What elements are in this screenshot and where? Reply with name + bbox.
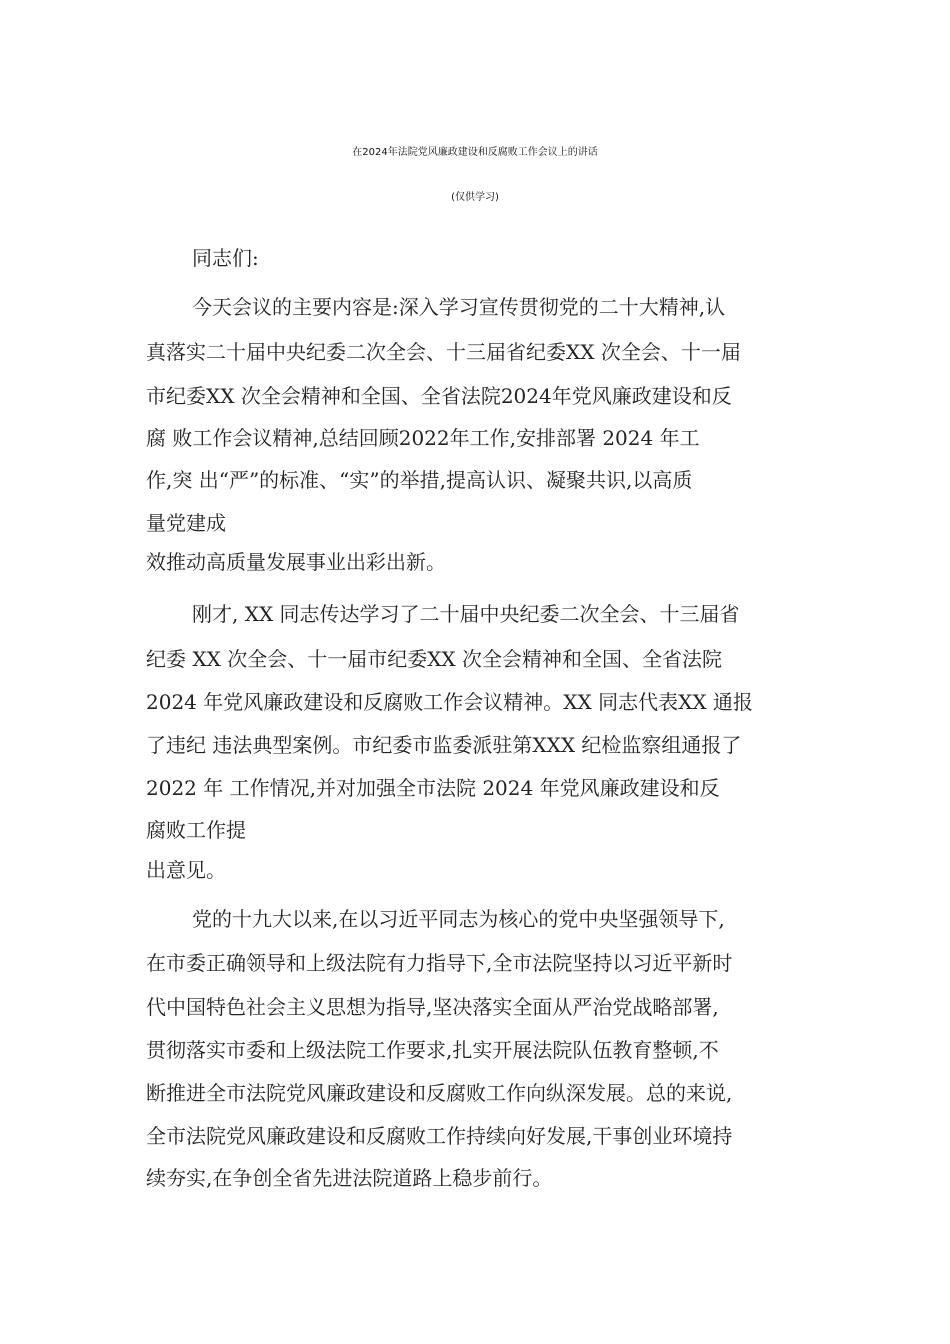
paragraph-3-line-6: 全市法院党风廉政建设和反腐败工作持续向好发展,干事创业环境持 [146,1124,733,1148]
salutation: 同志们: [192,246,259,270]
paragraph-1-line-2: 真落实二十届中央纪委二次全会、十三届省纪委XX 次全会、十一届 [146,340,741,364]
document-title: 在2024年法院党风廉政建设和反腐败工作会议上的讲话 [352,147,598,158]
paragraph-3-line-7: 续夯实,在争创全省先进法院道路上稳步前行。 [146,1166,553,1190]
paragraph-3-line-5: 断推进全市法院党风廉政建设和反腐败工作向纵深发展。总的来说, [146,1081,733,1105]
paragraph-1-line-7: 效推动高质量发展事业出彩出新。 [146,550,446,574]
paragraph-2-line-3: 2024 年党风廉政建设和反腐败工作会议精神。XX 同志代表XX 通报 [146,690,753,714]
paragraph-1-line-5: 作,突 出“严”的标准、“实”的举措,提高认识、凝聚共识,以高质 [146,468,693,492]
paragraph-2-line-2: 纪委 XX 次全会、十一届市纪委XX 次全会精神和全国、全省法院 [146,647,723,671]
paragraph-2-line-5: 2022 年 工作情况,并对加强全市法院 2024 年党风廉政建设和反 [146,776,720,800]
paragraph-1-line-1: 今天会议的主要内容是:深入学习宣传贯彻党的二十大精神,认 [192,295,726,319]
paragraph-3-line-2: 在市委正确领导和上级法院有力指导下,全市法院坚持以习近平新时 [146,951,733,975]
paragraph-3-line-1: 党的十九大以来,在以习近平同志为核心的党中央坚强领导下, [192,907,725,931]
paragraph-1-line-3: 市纪委XX 次全会精神和全国、全省法院2024年党风廉政建设和反 [146,384,732,408]
paragraph-3-line-4: 贯彻落实市委和上级法院工作要求,扎实开展法院队伍教育整顿,不 [146,1038,719,1062]
paragraph-2-line-6: 腐败工作提 [146,818,246,842]
document-subtitle: (仅供学习) [451,192,499,203]
paragraph-1-line-6: 量党建成 [146,511,226,535]
paragraph-3-line-3: 代中国特色社会主义思想为指导,坚决落实全面从严治党战略部署, [146,995,719,1019]
paragraph-1-line-4: 腐 败工作会议精神,总结回顾2022年工作,安排部署 2024 年工 [146,426,700,450]
paragraph-2-line-4: 了违纪 违法典型案例。市纪委市监委派驻第XXX 纪检监察组通报了 [146,733,742,757]
paragraph-2-line-7: 出意见。 [146,858,226,882]
paragraph-2-line-1: 刚才, XX 同志传达学习了二十届中央纪委二次全会、十三届省 [192,602,740,626]
